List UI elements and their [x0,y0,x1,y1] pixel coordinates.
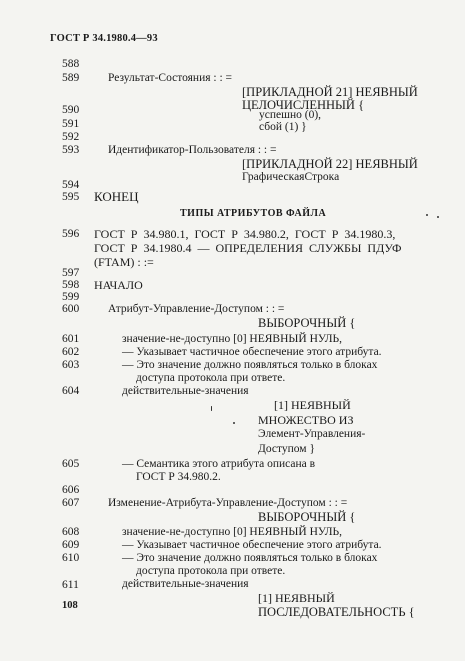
line-number: 591 [62,118,80,130]
line-number: 589 [62,72,80,84]
line-number: 603 [62,359,80,371]
code-comment: — Указывает частичное обеспечение этого атрибута. [122,539,382,551]
line-number: 609 [62,539,80,551]
line-number: 611 [62,579,79,591]
line-number: 610 [62,552,80,564]
code-line: ГрафическаяСтрока [242,171,340,183]
line-number: 605 [62,458,80,470]
code-comment: — Указывает частичное обеспечение этого атрибута. [122,346,382,358]
code-line: значение-не-доступно [0] НЕЯВНЫЙ НУЛЬ, [122,526,343,538]
code-line: сбой (1) } [259,121,307,133]
code-line: Элемент-Управления- [258,428,366,440]
line-number: 588 [62,58,80,70]
code-line: [1] НЕЯВНЫЙ [274,398,351,412]
code-line: значение-не-доступно [0] НЕЯВНЫЙ НУЛЬ, [122,333,343,345]
code-line: (FTAM) : := [94,255,154,269]
section-title: ТИПЫ АТРИБУТОВ ФАЙЛА [180,208,327,219]
code-keyword: КОНЕЦ [94,189,139,204]
code-line: Доступом } [258,443,315,455]
code-comment: ГОСТ Р 34.980.2. [136,471,221,483]
code-line: Идентификатор-Пользователя : : = [108,144,277,156]
code-line: ГОСТ Р 34.1980.4 — ОПРЕДЕЛЕНИЯ СЛУЖБЫ ПДУФ [94,241,402,255]
line-number: 599 [62,291,80,303]
code-line: ВЫБОРОЧНЫЙ { [258,510,356,524]
stray-mark [211,406,212,411]
code-line: ГОСТ Р 34.980.1, ГОСТ Р 34.980.2, ГОСТ Р 34.1980.3, [94,227,396,241]
code-comment: доступа протокола при ответе. [136,372,286,384]
code-line: МНОЖЕСТВО ИЗ [258,413,354,427]
code-line: [ПРИКЛАДНОЙ 21] НЕЯВНЫЙ [242,85,418,99]
line-number: 593 [62,144,80,156]
line-number: 600 [62,303,80,315]
code-comment: — Это значение должно появляться только в блоках [122,552,378,564]
code-line: ВЫБОРОЧНЫЙ { [258,316,356,330]
line-number: 592 [62,131,80,143]
code-line: Атрибут-Управление-Доступом : : = [108,303,285,315]
code-line: ПОСЛЕДОВАТЕЛЬНОСТЬ { [258,605,415,619]
line-number: 597 [62,267,80,279]
stray-mark [437,216,439,218]
line-number: 595 [62,191,80,203]
code-comment: — Это значение должно появляться только в блоках [122,359,378,371]
code-keyword: НАЧАЛО [94,278,143,292]
line-number: 602 [62,346,80,358]
line-number: 601 [62,333,80,345]
line-number: 607 [62,497,80,509]
line-number: 608 [62,526,80,538]
line-number: 598 [62,279,80,291]
line-number: 590 [62,104,80,116]
code-line: действительные-значения [122,385,249,397]
line-number: 606 [62,484,80,496]
code-line: действительные-значения [122,578,249,590]
code-line: успешно (0), [259,109,322,121]
code-line: Изменение-Атрибута-Управление-Доступом : : = [108,497,348,509]
line-number: 594 [62,179,80,191]
stray-mark [233,422,235,424]
code-comment: — Семантика этого атрибута описана в [122,458,316,470]
code-line: [1] НЕЯВНЫЙ [258,591,335,605]
line-number: 596 [62,228,80,240]
page-header: ГОСТ Р 34.1980.4—93 [50,33,158,44]
code-line: ЦЕЛОЧИСЛЕННЫЙ { [242,98,365,112]
code-comment: доступа протокола при ответе. [136,565,286,577]
code-line: Результат-Состояния : : = [108,72,233,84]
stray-mark [426,214,428,216]
page-number: 108 [62,600,78,611]
code-line: [ПРИКЛАДНОЙ 22] НЕЯВНЫЙ [242,157,418,171]
line-number: 604 [62,385,80,397]
